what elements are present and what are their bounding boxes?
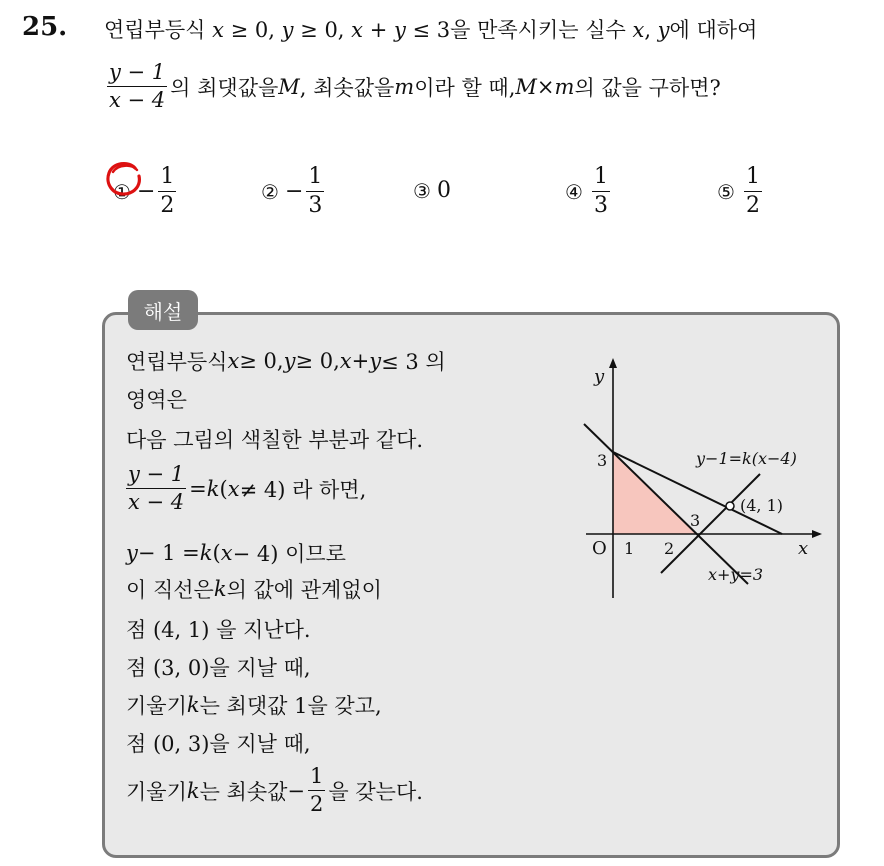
text: 의 최댓값을 <box>170 75 279 100</box>
fraction <box>308 766 325 815</box>
var-x: x <box>351 18 364 42</box>
solution-line <box>126 346 446 376</box>
tick-label-x2: 2 <box>664 539 675 558</box>
minus-sign: − <box>284 179 304 204</box>
var-m: m <box>394 74 415 99</box>
choice-mark: ③ <box>413 178 431 203</box>
var-y: y <box>283 349 296 373</box>
solution-line <box>126 384 187 414</box>
x-axis-label: x <box>798 538 809 559</box>
question-line-1 <box>104 14 757 44</box>
text: − 1 = <box>137 541 200 565</box>
fraction-numerator: 1 <box>308 164 323 189</box>
solution-line <box>126 614 311 644</box>
choice-mark: ④ <box>565 179 583 204</box>
solution-line <box>126 728 311 758</box>
minus-sign: − <box>287 778 306 803</box>
choice-1[interactable] <box>113 166 179 217</box>
question-number: 25. <box>22 12 68 42</box>
text: ≥ 0, <box>293 18 352 42</box>
text: 에 대하여 <box>669 18 758 42</box>
text: 연립부등식 <box>126 350 228 374</box>
text: ≠ 4) 라 하면, <box>239 477 367 502</box>
var-x: x <box>212 18 224 42</box>
solution-line <box>126 652 311 682</box>
tick-label-x1: 1 <box>624 539 635 558</box>
choice-4[interactable] <box>565 166 613 217</box>
var-x: x <box>227 476 240 501</box>
choice-fraction <box>592 166 610 217</box>
fraction-numerator: 1 <box>745 164 760 189</box>
point-4-1 <box>726 502 734 510</box>
text: 연립부등식 <box>104 18 213 42</box>
text: + <box>363 18 394 42</box>
var-y: y <box>393 18 406 42</box>
fraction-numerator: y − 1 <box>128 462 185 486</box>
solution-line <box>126 464 366 513</box>
line-x-plus-y-3 <box>584 424 748 584</box>
var-k: k <box>186 778 200 803</box>
text: , 최솟값을 <box>299 75 395 100</box>
choice-fraction <box>158 166 176 217</box>
text: 점 (4, 1) 을 지난다. <box>126 618 311 642</box>
fraction <box>126 464 186 513</box>
tick-label-x3: 3 <box>690 511 701 530</box>
text: 는 최댓값 1을 갖고, <box>199 694 382 718</box>
fraction-numerator: 1 <box>160 164 175 189</box>
question-line-2 <box>104 62 721 111</box>
origin-label: O <box>592 538 607 559</box>
choice-fraction <box>306 166 324 217</box>
text: 기울기 <box>126 694 187 718</box>
text: 이라 할 때, <box>414 75 516 100</box>
fraction-denominator: 2 <box>745 193 760 218</box>
text: 점 (0, 3)을 지날 때, <box>126 732 311 756</box>
y-axis-arrow-icon <box>609 358 617 368</box>
fraction-denominator: 3 <box>308 193 323 218</box>
choice-value: 0 <box>436 178 451 203</box>
choice-3[interactable] <box>413 178 451 203</box>
var-x: x <box>339 349 352 373</box>
var-k: k <box>199 541 213 565</box>
fraction-numerator: y − 1 <box>109 60 166 84</box>
y-axis-label: y <box>594 366 605 387</box>
text: ≤ 3 의 <box>381 350 446 374</box>
var-x: x <box>632 18 645 42</box>
line-k-label: y−1=k(x−4) <box>696 449 797 468</box>
text: 의 값에 관계없이 <box>226 578 382 602</box>
minus-sign: − <box>136 179 156 204</box>
text: ( <box>212 541 221 565</box>
point-label: (4, 1) <box>740 496 784 515</box>
region-graph <box>572 354 822 602</box>
red-circle-mark-icon <box>105 160 145 198</box>
text: ( <box>219 476 228 501</box>
text: 다음 그림의 색칠한 부분과 같다. <box>126 428 424 452</box>
fraction-denominator: 2 <box>160 193 175 218</box>
text: 점 (3, 0)을 지날 때, <box>126 656 311 680</box>
var-x: x <box>227 349 240 373</box>
text: = <box>189 476 207 501</box>
var-y: y <box>657 18 670 42</box>
solution-line <box>126 766 423 815</box>
var-y: y <box>126 541 138 565</box>
fraction-numerator: 1 <box>310 764 324 788</box>
text: − 4) 이므로 <box>232 542 346 566</box>
var-x: x <box>220 541 233 565</box>
choice-mark: ① <box>113 179 131 204</box>
fraction-denominator: 2 <box>310 792 324 816</box>
solution-line <box>126 538 346 568</box>
text: ≥ 0, <box>223 18 282 42</box>
text: 기울기 <box>126 779 187 804</box>
choice-5[interactable] <box>717 166 765 217</box>
fraction-numerator: 1 <box>593 164 608 189</box>
fraction-denominator: 3 <box>593 193 608 218</box>
choice-fraction <box>744 166 762 217</box>
text: ≥ 0, <box>239 349 284 373</box>
text: ≤ 3을 만족시키는 실수 <box>405 18 633 42</box>
choice-mark: ② <box>261 179 279 204</box>
x-axis-arrow-icon <box>812 530 822 538</box>
tick-label-y3: 3 <box>597 451 608 470</box>
solution-line <box>126 690 382 720</box>
var-M: M <box>515 74 537 99</box>
text: 는 최솟값 <box>199 779 288 804</box>
text: 의 값을 구하면? <box>574 75 721 100</box>
var-m: m <box>554 74 575 99</box>
var-k: k <box>213 577 227 601</box>
fraction <box>107 62 167 111</box>
var-y: y <box>281 18 294 42</box>
choice-mark: ⑤ <box>717 179 735 204</box>
text: , <box>644 18 658 42</box>
fraction-denominator: x − 4 <box>109 88 166 112</box>
text: 영역은 <box>126 388 187 412</box>
solution-line <box>126 424 423 454</box>
var-M: M <box>278 74 300 99</box>
fraction-denominator: x − 4 <box>128 490 185 514</box>
times-sign: × <box>536 74 555 99</box>
solution-tag: 해설 <box>128 290 198 330</box>
var-k: k <box>186 693 200 717</box>
text: 이 직선은 <box>126 578 214 602</box>
solution-line <box>126 574 382 604</box>
var-k: k <box>206 476 220 501</box>
line-sum-label: x+y=3 <box>708 565 764 584</box>
choice-2[interactable] <box>261 166 327 217</box>
var-y: y <box>369 349 382 373</box>
text: ≥ 0, <box>295 349 340 373</box>
text: + <box>351 349 370 373</box>
text: 을 갖는다. <box>328 779 423 804</box>
